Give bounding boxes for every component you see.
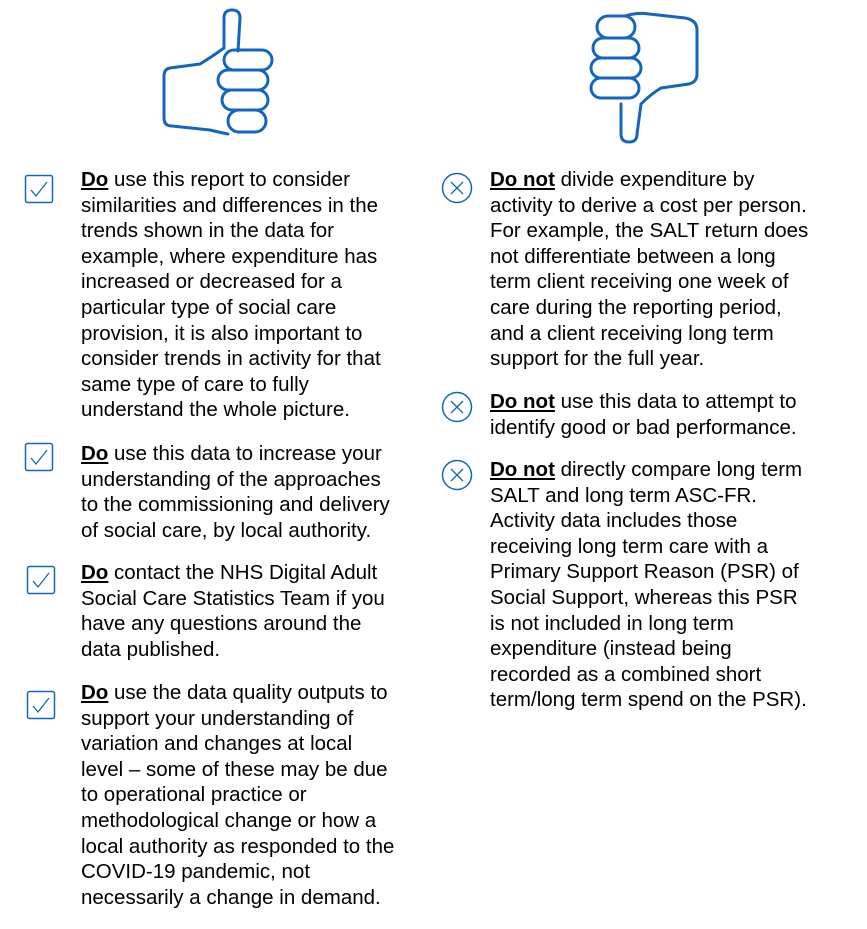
thumbs-down-icon (585, 10, 705, 146)
do-item-1-text: Do use this report to consider similarities and differences in the trends shown in the data for example, where expenditure has increased or decreased for a particular type of social care provision, it is also important to consider trends in activity for that same type of care to fully understand the whole picture. (81, 168, 381, 422)
checkbox-check-icon (24, 442, 54, 472)
do-not-label: Do not (490, 168, 555, 191)
do-not-label: Do not (490, 458, 555, 481)
dont-item-1-text: Do not divide expenditure by activity to derive a cost per person. For example, the SALT return does not differentiate between a long term client receiving one week of care during the reporting period, and a client receiving long term support for the full year. (490, 168, 809, 371)
do-label: Do (81, 168, 109, 191)
circle-x-icon (441, 172, 473, 204)
checkbox-check-icon (26, 565, 56, 595)
dont-item-2-text: Do not use this data to attempt to identify good or bad performance. (490, 390, 797, 439)
circle-x-icon (441, 459, 473, 491)
do-item-3-text: Do contact the NHS Digital Adult Social Care Statistics Team if you have any questions around the data published. (81, 561, 385, 661)
do-item-4-text: Do use the data quality outputs to support your understanding of variation and changes at local level – some of these may be due to operational practice or methodological change or how a local authority as responded to the COVID-19 pandemic, not necessarily a change in demand. (81, 681, 395, 909)
thumbs-up-icon (158, 6, 278, 142)
do-item-2-text: Do use this data to increase your understanding of the approaches to the commissioning and delivery of social care, by local authority. (81, 442, 390, 542)
circle-x-icon (441, 391, 473, 423)
checkbox-check-icon (26, 690, 56, 720)
do-not-label: Do not (490, 390, 555, 413)
checkbox-check-icon (24, 174, 54, 204)
do-label: Do (81, 561, 109, 584)
dont-item-3-text: Do not directly compare long term SALT and long term ASC-FR. Activity data includes those receiving long term care with a Primary Support Reason (PSR) of Social Support, whereas this PSR is not included in long term expenditure (instead being recorded as a combined short term/long term spend on the PSR). (490, 458, 807, 712)
do-label: Do (81, 442, 109, 465)
do-label: Do (81, 681, 109, 704)
